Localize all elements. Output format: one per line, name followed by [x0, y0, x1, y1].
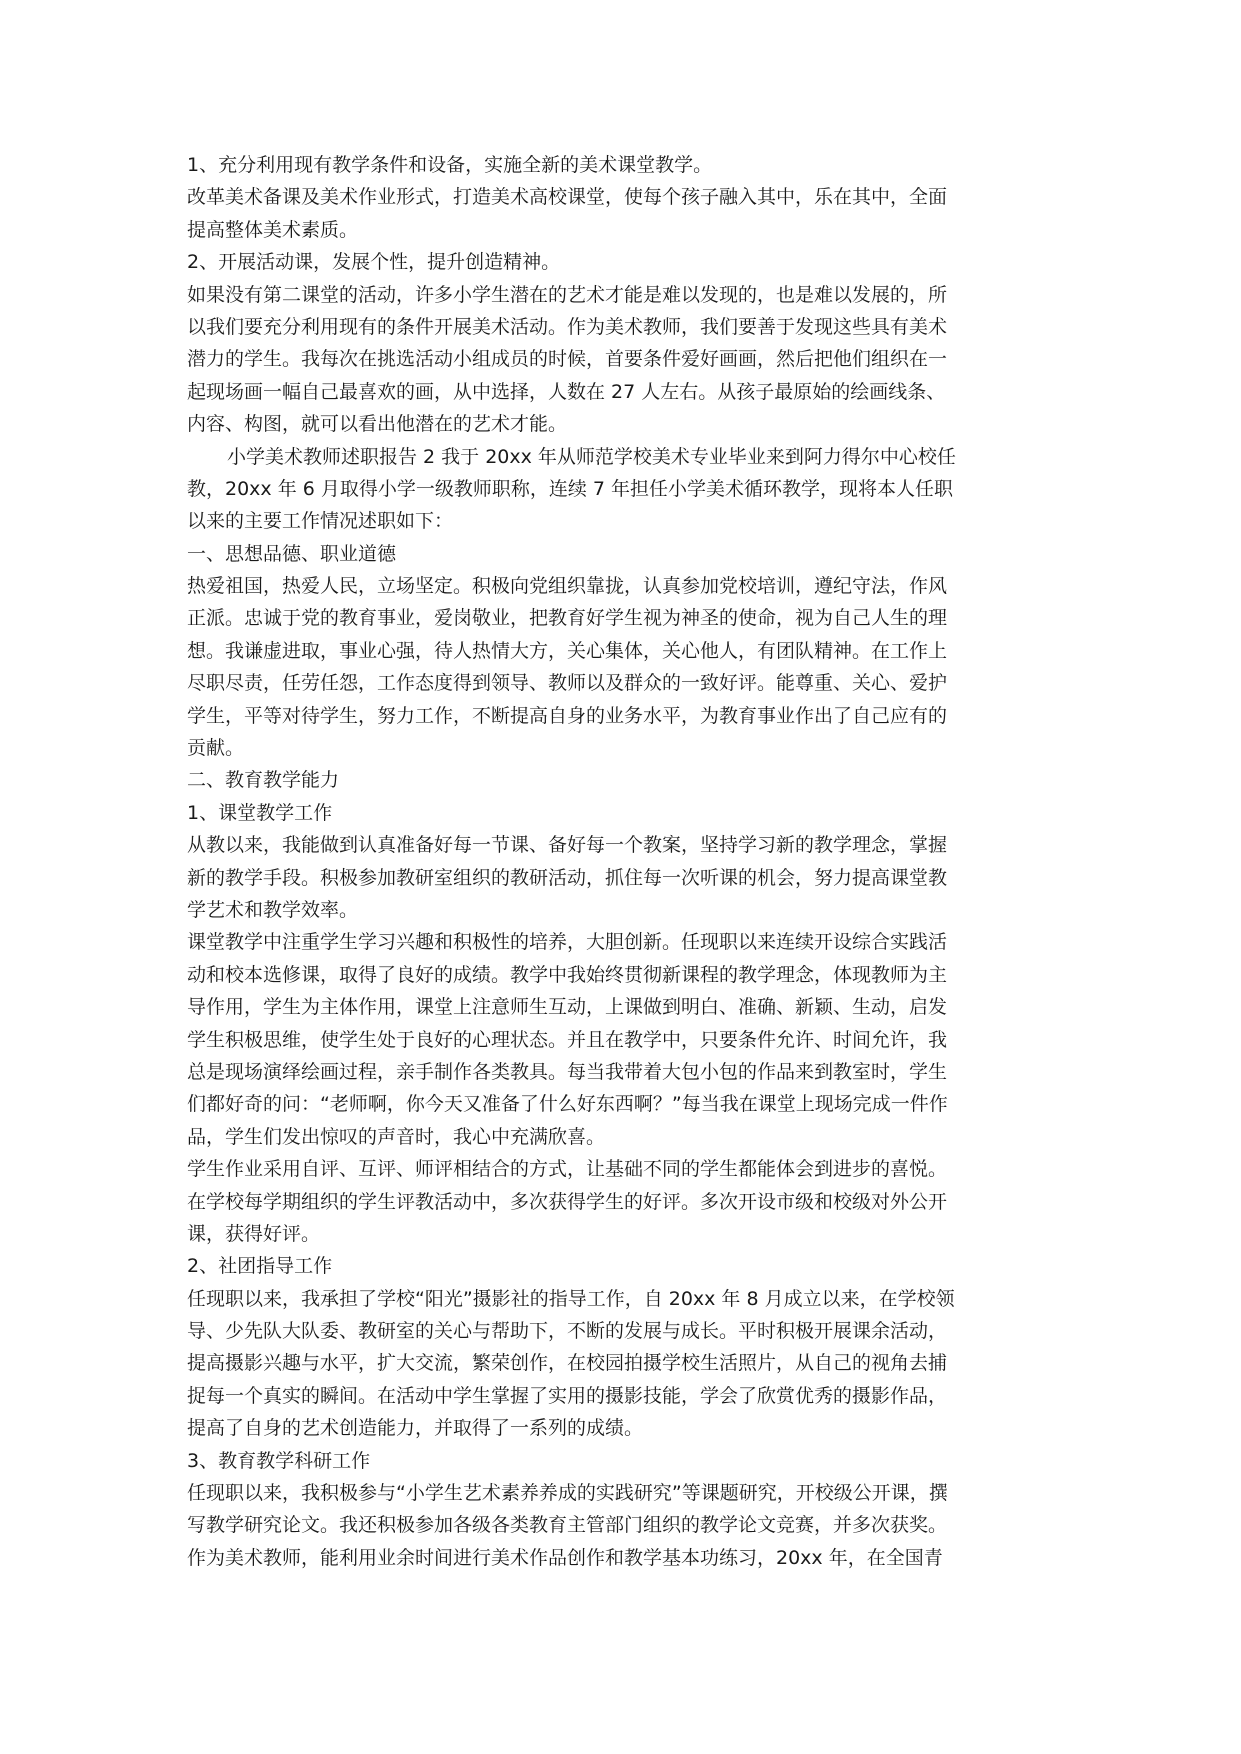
- section-heading: 二、教育教学能力: [187, 769, 340, 792]
- text-line: 以来的主要工作情况述职如下：: [187, 510, 454, 533]
- text-line: 如果没有第二课堂的活动，许多小学生潜在的艺术才能是难以发现的，也是难以发展的，所: [187, 283, 948, 306]
- text-line: 新的教学手段。积极参加教研室组织的教研活动，抓住每一次听课的机会，努力提高课堂教: [187, 866, 948, 889]
- text-line: 2、开展活动课，发展个性，提升创造精神。: [187, 251, 561, 274]
- text-line: 内容、构图，就可以看出他潜在的艺术才能。: [187, 413, 568, 436]
- text-line: 尽职尽责，任劳任怨，工作态度得到领导、教师以及群众的一致好评。能尊重、关心、爱护: [187, 672, 948, 695]
- document-body: [187, 149, 1057, 1574]
- text-line: 1、充分利用现有教学条件和设备，实施全新的美术课堂教学。: [187, 154, 713, 176]
- text-line: 小学美术教师述职报告 2 我于 20xx 年从师范学校美术专业毕业来到阿力得尔中心校任: [227, 445, 956, 468]
- text-line: 在学校每学期组织的学生评教活动中，多次获得学生的好评。多次开设市级和校级对外公开: [187, 1190, 948, 1213]
- text-line: 学艺术和教学效率。: [187, 898, 359, 921]
- text-line: 贡献。: [187, 737, 245, 760]
- subsection-heading: 3、教育教学科研工作: [187, 1449, 371, 1472]
- text-line: 总是现场演绎绘画过程，亲手制作各类教具。每当我带着大包小包的作品来到教室时，学生: [187, 1060, 948, 1083]
- text-line: 作为美术教师，能利用业余时间进行美术作品创作和教学基本功练习，20xx 年，在全国青: [187, 1546, 943, 1569]
- text-line: 课，获得好评。: [187, 1222, 321, 1245]
- text-line: 品，学生们发出惊叹的声音时，我心中充满欣喜。: [187, 1125, 606, 1148]
- text-line: 动和校本选修课，取得了良好的成绩。教学中我始终贯彻新课程的教学理念，体现教师为主: [187, 963, 948, 986]
- text-line: 潜力的学生。我每次在挑选活动小组成员的时候，首要条件爱好画画，然后把他们组织在一: [187, 348, 948, 371]
- text-line: 提高了自身的艺术创造能力，并取得了一系列的成绩。: [187, 1417, 644, 1440]
- text-line: 提高整体美术素质。: [187, 218, 359, 241]
- text-line: 起现场画一幅自己最喜欢的画，从中选择，人数在 27 人左右。从孩子最原始的绘画线条、: [187, 380, 946, 403]
- subsection-heading: 1、课堂教学工作: [187, 801, 333, 824]
- text-line: 学生积极思维，使学生处于良好的心理状态。并且在教学中，只要条件允许、时间允许，我: [187, 1028, 948, 1051]
- text-line: 任现职以来，我积极参与“小学生艺术素养养成的实践研究”等课题研究，开校级公开课，撰: [187, 1482, 948, 1505]
- section-heading: 一、思想品德、职业道德: [187, 542, 397, 565]
- text-line: 改革美术备课及美术作业形式，打造美术高校课堂，使每个孩子融入其中，乐在其中，全面: [187, 186, 948, 209]
- text-line: 学生作业采用自评、互评、师评相结合的方式，让基础不同的学生都能体会到进步的喜悦。: [187, 1158, 948, 1181]
- text-line: 以我们要充分利用现有的条件开展美术活动。作为美术教师，我们要善于发现这些具有美术: [187, 315, 948, 338]
- text-line: 导作用，学生为主体作用，课堂上注意师生互动，上课做到明白、准确、新颖、生动，启发: [187, 996, 948, 1019]
- text-line: 导、少先队大队委、教研室的关心与帮助下，不断的发展与成长。平时积极开展课余活动，: [187, 1320, 948, 1343]
- text-line: 想。我谦虚进取，事业心强，待人热情大方，关心集体，关心他人，有团队精神。在工作上: [187, 639, 948, 662]
- text-line: 任现职以来，我承担了学校“阳光”摄影社的指导工作，自 20xx 年 8 月成立以来，在学校领: [187, 1287, 955, 1310]
- text-line: 热爱祖国，热爱人民，立场坚定。积极向党组织靠拢，认真参加党校培训，遵纪守法，作风: [187, 575, 948, 598]
- subsection-heading: 2、社团指导工作: [187, 1255, 333, 1278]
- text-line: 从教以来，我能做到认真准备好每一节课、备好每一个教案，坚持学习新的教学理念，掌握: [187, 834, 948, 857]
- text-line: 教，20xx 年 6 月取得小学一级教师职称，连续 7 年担任小学美术循环教学，现将本人任职: [187, 477, 954, 500]
- text-line: 写教学研究论文。我还积极参加各级各类教育主管部门组织的教学论文竞赛，并多次获奖。: [187, 1514, 948, 1537]
- text-line: 提高摄影兴趣与水平，扩大交流，繁荣创作，在校园拍摄学校生活照片，从自己的视角去捕: [187, 1352, 948, 1375]
- text-line: 们都好奇的问：“老师啊，你今天又准备了什么好东西啊？”每当我在课堂上现场完成一件作: [187, 1093, 948, 1116]
- text-line: 捉每一个真实的瞬间。在活动中学生掌握了实用的摄影技能，学会了欣赏优秀的摄影作品，: [187, 1384, 948, 1407]
- text-line: 正派。忠诚于党的教育事业，爱岗敬业，把教育好学生视为神圣的使命，视为自己人生的理: [187, 607, 948, 630]
- text-line: 课堂教学中注重学生学习兴趣和积极性的培养，大胆创新。任现职以来连续开设综合实践活: [187, 931, 948, 954]
- text-line: 学生，平等对待学生，努力工作，不断提高自身的业务水平，为教育事业作出了自己应有的: [187, 704, 948, 727]
